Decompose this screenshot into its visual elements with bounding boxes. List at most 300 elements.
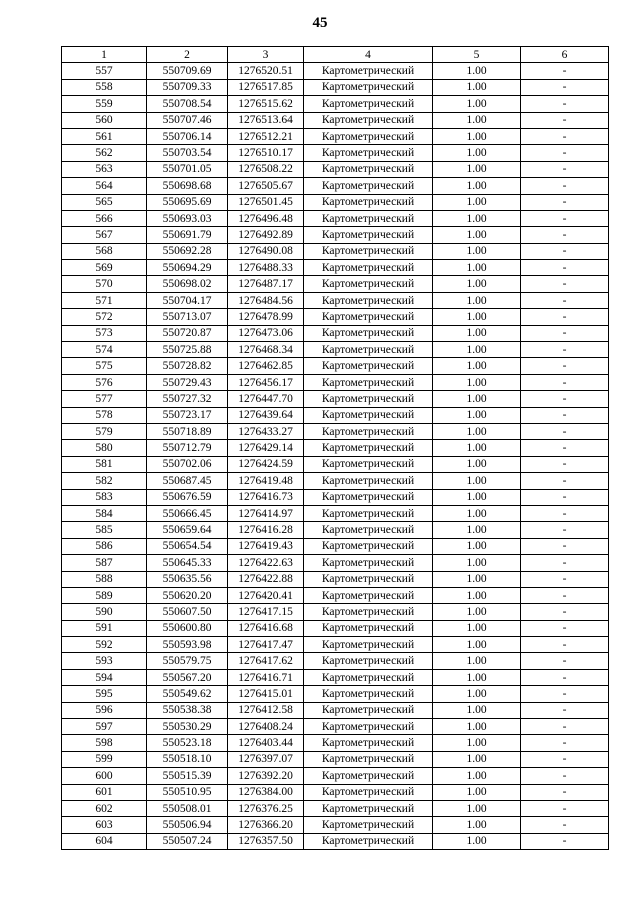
x-coordinate-cell: 550523.18 xyxy=(147,735,228,751)
x-coordinate-cell: 550720.87 xyxy=(147,325,228,341)
accuracy-cell: 1.00 xyxy=(433,719,521,735)
point-number-cell: 594 xyxy=(62,669,147,685)
table-row xyxy=(62,686,609,702)
table-row xyxy=(62,833,609,849)
note-cell: - xyxy=(521,358,609,374)
y-coordinate-cell: 1276505.67 xyxy=(228,178,304,194)
method-cell: Картометрический xyxy=(304,407,433,423)
table-row xyxy=(62,735,609,751)
table-row xyxy=(62,423,609,439)
y-coordinate-cell: 1276492.89 xyxy=(228,227,304,243)
y-coordinate-cell: 1276412.58 xyxy=(228,702,304,718)
header-cell: 3 xyxy=(228,47,304,63)
method-cell: Картометрический xyxy=(304,210,433,226)
accuracy-cell: 1.00 xyxy=(433,358,521,374)
y-coordinate-cell: 1276510.17 xyxy=(228,145,304,161)
note-cell: - xyxy=(521,161,609,177)
method-cell: Картометрический xyxy=(304,325,433,341)
method-cell: Картометрический xyxy=(304,128,433,144)
header-row xyxy=(62,47,609,63)
x-coordinate-cell: 550692.28 xyxy=(147,243,228,259)
y-coordinate-cell: 1276484.56 xyxy=(228,292,304,308)
table-row xyxy=(62,210,609,226)
accuracy-cell: 1.00 xyxy=(433,637,521,653)
y-coordinate-cell: 1276397.07 xyxy=(228,751,304,767)
y-coordinate-cell: 1276429.14 xyxy=(228,440,304,456)
y-coordinate-cell: 1276357.50 xyxy=(228,833,304,849)
x-coordinate-cell: 550567.20 xyxy=(147,669,228,685)
y-coordinate-cell: 1276488.33 xyxy=(228,260,304,276)
method-cell: Картометрический xyxy=(304,178,433,194)
note-cell: - xyxy=(521,79,609,95)
table-row xyxy=(62,489,609,505)
x-coordinate-cell: 550695.69 xyxy=(147,194,228,210)
x-coordinate-cell: 550729.43 xyxy=(147,374,228,390)
note-cell: - xyxy=(521,735,609,751)
method-cell: Картометрический xyxy=(304,63,433,79)
method-cell: Картометрический xyxy=(304,243,433,259)
table-row xyxy=(62,161,609,177)
y-coordinate-cell: 1276496.48 xyxy=(228,210,304,226)
table-row xyxy=(62,178,609,194)
accuracy-cell: 1.00 xyxy=(433,538,521,554)
header-cell: 5 xyxy=(433,47,521,63)
note-cell: - xyxy=(521,669,609,685)
accuracy-cell: 1.00 xyxy=(433,473,521,489)
accuracy-cell: 1.00 xyxy=(433,407,521,423)
note-cell: - xyxy=(521,63,609,79)
accuracy-cell: 1.00 xyxy=(433,604,521,620)
accuracy-cell: 1.00 xyxy=(433,96,521,112)
point-number-cell: 585 xyxy=(62,522,147,538)
method-cell: Картометрический xyxy=(304,489,433,505)
note-cell: - xyxy=(521,407,609,423)
note-cell: - xyxy=(521,96,609,112)
method-cell: Картометрический xyxy=(304,620,433,636)
note-cell: - xyxy=(521,489,609,505)
note-cell: - xyxy=(521,833,609,849)
x-coordinate-cell: 550508.01 xyxy=(147,800,228,816)
y-coordinate-cell: 1276447.70 xyxy=(228,391,304,407)
method-cell: Картометрический xyxy=(304,292,433,308)
accuracy-cell: 1.00 xyxy=(433,374,521,390)
method-cell: Картометрический xyxy=(304,391,433,407)
accuracy-cell: 1.00 xyxy=(433,260,521,276)
y-coordinate-cell: 1276419.48 xyxy=(228,473,304,489)
x-coordinate-cell: 550506.94 xyxy=(147,817,228,833)
x-coordinate-cell: 550654.54 xyxy=(147,538,228,554)
x-coordinate-cell: 550709.33 xyxy=(147,79,228,95)
method-cell: Картометрический xyxy=(304,686,433,702)
x-coordinate-cell: 550718.89 xyxy=(147,423,228,439)
header-cell: 6 xyxy=(521,47,609,63)
method-cell: Картометрический xyxy=(304,800,433,816)
x-coordinate-cell: 550607.50 xyxy=(147,604,228,620)
accuracy-cell: 1.00 xyxy=(433,276,521,292)
table-row xyxy=(62,604,609,620)
point-number-cell: 572 xyxy=(62,309,147,325)
table-row xyxy=(62,292,609,308)
note-cell: - xyxy=(521,342,609,358)
table-row xyxy=(62,456,609,472)
y-coordinate-cell: 1276403.44 xyxy=(228,735,304,751)
page-number: 45 xyxy=(312,15,328,31)
note-cell: - xyxy=(521,112,609,128)
method-cell: Картометрический xyxy=(304,342,433,358)
method-cell: Картометрический xyxy=(304,719,433,735)
table-row xyxy=(62,702,609,718)
table-row xyxy=(62,817,609,833)
x-coordinate-cell: 550666.45 xyxy=(147,505,228,521)
table-row xyxy=(62,342,609,358)
note-cell: - xyxy=(521,194,609,210)
x-coordinate-cell: 550691.79 xyxy=(147,227,228,243)
point-number-cell: 562 xyxy=(62,145,147,161)
table-row xyxy=(62,440,609,456)
table-body xyxy=(62,63,609,850)
x-coordinate-cell: 550723.17 xyxy=(147,407,228,423)
table-row xyxy=(62,522,609,538)
method-cell: Картометрический xyxy=(304,161,433,177)
x-coordinate-cell: 550549.62 xyxy=(147,686,228,702)
point-number-cell: 590 xyxy=(62,604,147,620)
x-coordinate-cell: 550708.54 xyxy=(147,96,228,112)
table-row xyxy=(62,391,609,407)
x-coordinate-cell: 550704.17 xyxy=(147,292,228,308)
method-cell: Картометрический xyxy=(304,604,433,620)
method-cell: Картометрический xyxy=(304,374,433,390)
point-number-cell: 589 xyxy=(62,587,147,603)
point-number-cell: 588 xyxy=(62,571,147,587)
x-coordinate-cell: 550707.46 xyxy=(147,112,228,128)
point-number-cell: 568 xyxy=(62,243,147,259)
y-coordinate-cell: 1276456.17 xyxy=(228,374,304,390)
table-row xyxy=(62,473,609,489)
note-cell: - xyxy=(521,751,609,767)
note-cell: - xyxy=(521,604,609,620)
table-row xyxy=(62,63,609,79)
table-row xyxy=(62,751,609,767)
y-coordinate-cell: 1276422.88 xyxy=(228,571,304,587)
point-number-cell: 567 xyxy=(62,227,147,243)
x-coordinate-cell: 550676.59 xyxy=(147,489,228,505)
y-coordinate-cell: 1276490.08 xyxy=(228,243,304,259)
accuracy-cell: 1.00 xyxy=(433,702,521,718)
y-coordinate-cell: 1276415.01 xyxy=(228,686,304,702)
x-coordinate-cell: 550706.14 xyxy=(147,128,228,144)
point-number-cell: 580 xyxy=(62,440,147,456)
y-coordinate-cell: 1276473.06 xyxy=(228,325,304,341)
y-coordinate-cell: 1276515.62 xyxy=(228,96,304,112)
table-row xyxy=(62,784,609,800)
point-number-cell: 575 xyxy=(62,358,147,374)
note-cell: - xyxy=(521,391,609,407)
point-number-cell: 577 xyxy=(62,391,147,407)
y-coordinate-cell: 1276422.63 xyxy=(228,555,304,571)
point-number-cell: 586 xyxy=(62,538,147,554)
note-cell: - xyxy=(521,473,609,489)
accuracy-cell: 1.00 xyxy=(433,112,521,128)
point-number-cell: 563 xyxy=(62,161,147,177)
method-cell: Картометрический xyxy=(304,260,433,276)
method-cell: Картометрический xyxy=(304,309,433,325)
note-cell: - xyxy=(521,178,609,194)
x-coordinate-cell: 550538.38 xyxy=(147,702,228,718)
y-coordinate-cell: 1276408.24 xyxy=(228,719,304,735)
note-cell: - xyxy=(521,227,609,243)
y-coordinate-cell: 1276420.41 xyxy=(228,587,304,603)
y-coordinate-cell: 1276508.22 xyxy=(228,161,304,177)
y-coordinate-cell: 1276416.71 xyxy=(228,669,304,685)
table-row xyxy=(62,227,609,243)
note-cell: - xyxy=(521,374,609,390)
method-cell: Картометрический xyxy=(304,735,433,751)
accuracy-cell: 1.00 xyxy=(433,79,521,95)
note-cell: - xyxy=(521,719,609,735)
point-number-cell: 570 xyxy=(62,276,147,292)
accuracy-cell: 1.00 xyxy=(433,423,521,439)
method-cell: Картометрический xyxy=(304,79,433,95)
table-row xyxy=(62,637,609,653)
table-row xyxy=(62,505,609,521)
note-cell: - xyxy=(521,817,609,833)
table-row xyxy=(62,112,609,128)
table-row xyxy=(62,800,609,816)
point-number-cell: 559 xyxy=(62,96,147,112)
method-cell: Картометрический xyxy=(304,538,433,554)
y-coordinate-cell: 1276417.47 xyxy=(228,637,304,653)
table-row xyxy=(62,653,609,669)
point-number-cell: 564 xyxy=(62,178,147,194)
accuracy-cell: 1.00 xyxy=(433,751,521,767)
point-number-cell: 598 xyxy=(62,735,147,751)
method-cell: Картометрический xyxy=(304,784,433,800)
note-cell: - xyxy=(521,145,609,161)
y-coordinate-cell: 1276392.20 xyxy=(228,768,304,784)
table-row xyxy=(62,96,609,112)
x-coordinate-cell: 550645.33 xyxy=(147,555,228,571)
note-cell: - xyxy=(521,522,609,538)
method-cell: Картометрический xyxy=(304,358,433,374)
header-cell: 4 xyxy=(304,47,433,63)
note-cell: - xyxy=(521,571,609,587)
x-coordinate-cell: 550712.79 xyxy=(147,440,228,456)
x-coordinate-cell: 550693.03 xyxy=(147,210,228,226)
method-cell: Картометрический xyxy=(304,637,433,653)
note-cell: - xyxy=(521,555,609,571)
point-number-cell: 581 xyxy=(62,456,147,472)
y-coordinate-cell: 1276416.68 xyxy=(228,620,304,636)
method-cell: Картометрический xyxy=(304,653,433,669)
accuracy-cell: 1.00 xyxy=(433,194,521,210)
y-coordinate-cell: 1276376.25 xyxy=(228,800,304,816)
y-coordinate-cell: 1276468.34 xyxy=(228,342,304,358)
point-number-cell: 573 xyxy=(62,325,147,341)
accuracy-cell: 1.00 xyxy=(433,128,521,144)
point-number-cell: 582 xyxy=(62,473,147,489)
point-number-cell: 599 xyxy=(62,751,147,767)
point-number-cell: 560 xyxy=(62,112,147,128)
point-number-cell: 561 xyxy=(62,128,147,144)
x-coordinate-cell: 550620.20 xyxy=(147,587,228,603)
method-cell: Картометрический xyxy=(304,423,433,439)
table-row xyxy=(62,719,609,735)
x-coordinate-cell: 550659.64 xyxy=(147,522,228,538)
y-coordinate-cell: 1276478.99 xyxy=(228,309,304,325)
table-row xyxy=(62,555,609,571)
method-cell: Картометрический xyxy=(304,522,433,538)
method-cell: Картометрический xyxy=(304,702,433,718)
method-cell: Картометрический xyxy=(304,505,433,521)
y-coordinate-cell: 1276513.64 xyxy=(228,112,304,128)
point-number-cell: 593 xyxy=(62,653,147,669)
x-coordinate-cell: 550579.75 xyxy=(147,653,228,669)
accuracy-cell: 1.00 xyxy=(433,63,521,79)
x-coordinate-cell: 550530.29 xyxy=(147,719,228,735)
y-coordinate-cell: 1276462.85 xyxy=(228,358,304,374)
point-number-cell: 604 xyxy=(62,833,147,849)
method-cell: Картометрический xyxy=(304,473,433,489)
method-cell: Картометрический xyxy=(304,96,433,112)
note-cell: - xyxy=(521,440,609,456)
accuracy-cell: 1.00 xyxy=(433,440,521,456)
accuracy-cell: 1.00 xyxy=(433,178,521,194)
y-coordinate-cell: 1276414.97 xyxy=(228,505,304,521)
y-coordinate-cell: 1276384.00 xyxy=(228,784,304,800)
method-cell: Картометрический xyxy=(304,555,433,571)
point-number-cell: 602 xyxy=(62,800,147,816)
x-coordinate-cell: 550515.39 xyxy=(147,768,228,784)
point-number-cell: 584 xyxy=(62,505,147,521)
y-coordinate-cell: 1276416.73 xyxy=(228,489,304,505)
x-coordinate-cell: 550728.82 xyxy=(147,358,228,374)
accuracy-cell: 1.00 xyxy=(433,555,521,571)
accuracy-cell: 1.00 xyxy=(433,522,521,538)
accuracy-cell: 1.00 xyxy=(433,768,521,784)
accuracy-cell: 1.00 xyxy=(433,817,521,833)
accuracy-cell: 1.00 xyxy=(433,243,521,259)
method-cell: Картометрический xyxy=(304,817,433,833)
table-row xyxy=(62,374,609,390)
accuracy-cell: 1.00 xyxy=(433,227,521,243)
point-number-cell: 600 xyxy=(62,768,147,784)
note-cell: - xyxy=(521,210,609,226)
header-cell: 2 xyxy=(147,47,228,63)
x-coordinate-cell: 550702.06 xyxy=(147,456,228,472)
x-coordinate-cell: 550694.29 xyxy=(147,260,228,276)
table-row xyxy=(62,768,609,784)
accuracy-cell: 1.00 xyxy=(433,833,521,849)
note-cell: - xyxy=(521,702,609,718)
table-row xyxy=(62,79,609,95)
x-coordinate-cell: 550698.02 xyxy=(147,276,228,292)
note-cell: - xyxy=(521,276,609,292)
accuracy-cell: 1.00 xyxy=(433,391,521,407)
note-cell: - xyxy=(521,686,609,702)
accuracy-cell: 1.00 xyxy=(433,735,521,751)
accuracy-cell: 1.00 xyxy=(433,571,521,587)
method-cell: Картометрический xyxy=(304,112,433,128)
point-number-cell: 565 xyxy=(62,194,147,210)
table-row xyxy=(62,571,609,587)
x-coordinate-cell: 550635.56 xyxy=(147,571,228,587)
note-cell: - xyxy=(521,456,609,472)
method-cell: Картометрический xyxy=(304,768,433,784)
x-coordinate-cell: 550507.24 xyxy=(147,833,228,849)
point-number-cell: 558 xyxy=(62,79,147,95)
table-row xyxy=(62,407,609,423)
method-cell: Картометрический xyxy=(304,194,433,210)
table-row xyxy=(62,620,609,636)
accuracy-cell: 1.00 xyxy=(433,653,521,669)
accuracy-cell: 1.00 xyxy=(433,342,521,358)
method-cell: Картометрический xyxy=(304,571,433,587)
table-row xyxy=(62,669,609,685)
y-coordinate-cell: 1276417.15 xyxy=(228,604,304,620)
y-coordinate-cell: 1276433.27 xyxy=(228,423,304,439)
x-coordinate-cell: 550687.45 xyxy=(147,473,228,489)
y-coordinate-cell: 1276424.59 xyxy=(228,456,304,472)
point-number-cell: 569 xyxy=(62,260,147,276)
method-cell: Картометрический xyxy=(304,669,433,685)
accuracy-cell: 1.00 xyxy=(433,620,521,636)
accuracy-cell: 1.00 xyxy=(433,669,521,685)
table-row xyxy=(62,276,609,292)
table-row xyxy=(62,358,609,374)
method-cell: Картометрический xyxy=(304,456,433,472)
x-coordinate-cell: 550701.05 xyxy=(147,161,228,177)
point-number-cell: 583 xyxy=(62,489,147,505)
x-coordinate-cell: 550713.07 xyxy=(147,309,228,325)
table-row xyxy=(62,309,609,325)
note-cell: - xyxy=(521,620,609,636)
y-coordinate-cell: 1276419.43 xyxy=(228,538,304,554)
method-cell: Картометрический xyxy=(304,276,433,292)
note-cell: - xyxy=(521,309,609,325)
accuracy-cell: 1.00 xyxy=(433,800,521,816)
method-cell: Картометрический xyxy=(304,145,433,161)
y-coordinate-cell: 1276366.20 xyxy=(228,817,304,833)
table-row xyxy=(62,194,609,210)
y-coordinate-cell: 1276416.28 xyxy=(228,522,304,538)
point-number-cell: 591 xyxy=(62,620,147,636)
accuracy-cell: 1.00 xyxy=(433,292,521,308)
table-row xyxy=(62,145,609,161)
point-number-cell: 597 xyxy=(62,719,147,735)
accuracy-cell: 1.00 xyxy=(433,145,521,161)
note-cell: - xyxy=(521,587,609,603)
note-cell: - xyxy=(521,260,609,276)
x-coordinate-cell: 550600.80 xyxy=(147,620,228,636)
point-number-cell: 574 xyxy=(62,342,147,358)
point-number-cell: 587 xyxy=(62,555,147,571)
y-coordinate-cell: 1276417.62 xyxy=(228,653,304,669)
point-number-cell: 576 xyxy=(62,374,147,390)
accuracy-cell: 1.00 xyxy=(433,587,521,603)
note-cell: - xyxy=(521,538,609,554)
accuracy-cell: 1.00 xyxy=(433,210,521,226)
point-number-cell: 557 xyxy=(62,63,147,79)
x-coordinate-cell: 550698.68 xyxy=(147,178,228,194)
point-number-cell: 566 xyxy=(62,210,147,226)
header-cell: 1 xyxy=(62,47,147,63)
method-cell: Картометрический xyxy=(304,227,433,243)
y-coordinate-cell: 1276520.51 xyxy=(228,63,304,79)
y-coordinate-cell: 1276439.64 xyxy=(228,407,304,423)
note-cell: - xyxy=(521,637,609,653)
table-row xyxy=(62,243,609,259)
point-number-cell: 601 xyxy=(62,784,147,800)
